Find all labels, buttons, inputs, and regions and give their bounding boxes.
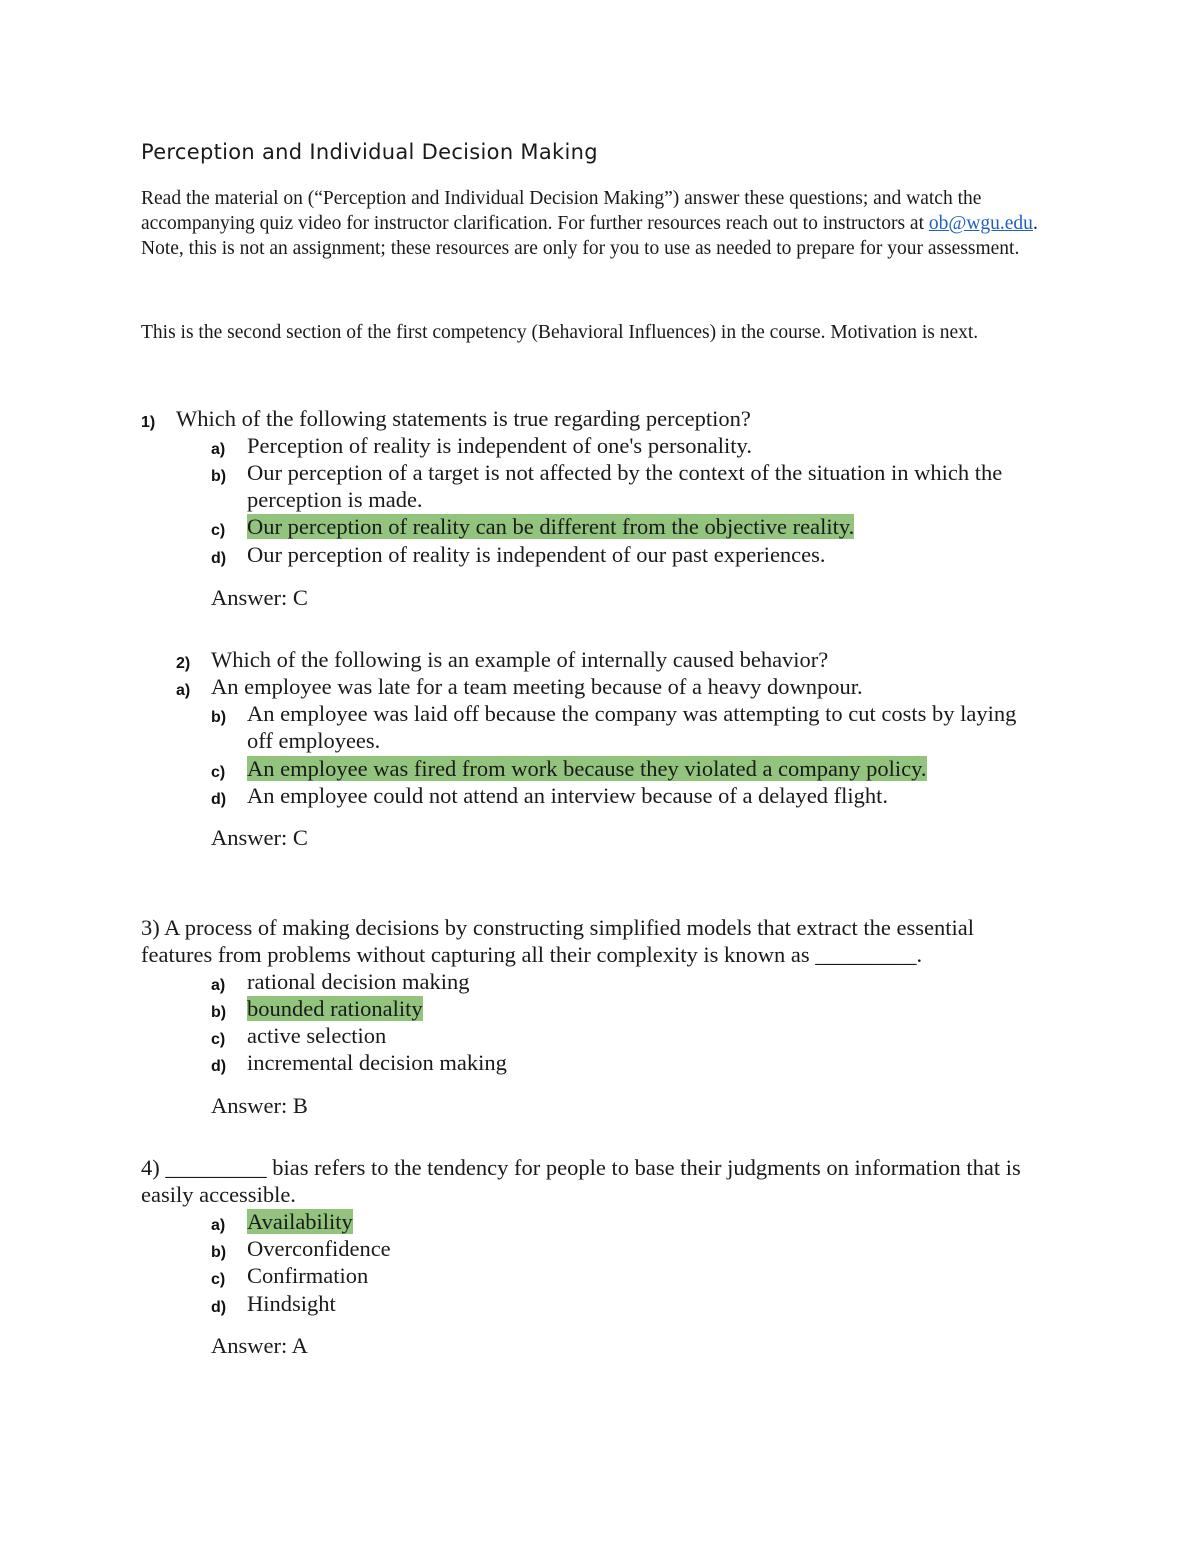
- q1-option-b-line1: Our perception of a target is not affected by the context of the situation in which the: [247, 460, 1003, 485]
- page-title: Perception and Individual Decision Making: [141, 140, 598, 164]
- q1-answer: Answer: C: [211, 585, 308, 610]
- question-1-number: 1): [141, 414, 156, 431]
- q4-answer: Answer: A: [211, 1333, 308, 1358]
- q1-option-d-label: d): [211, 550, 227, 567]
- question-3-line1: 3) A process of making decisions by constructing simplified models that extract the essential: [141, 915, 974, 940]
- q1-option-d: Our perception of reality is independent of our past experiences.: [247, 542, 826, 567]
- q1-option-a: Perception of reality is independent of one's personality.: [247, 433, 752, 458]
- q4-option-c-label: c): [211, 1271, 226, 1288]
- q4-correct-highlight: Availability: [247, 1209, 353, 1234]
- q4-option-d: Hindsight: [247, 1291, 336, 1316]
- q1-option-c: [247, 513, 854, 540]
- q2-option-b-line1: An employee was laid off because the company was attempting to cut costs by laying: [247, 701, 1017, 726]
- q2-option-d-label: d): [211, 791, 227, 808]
- q4-option-b: Overconfidence: [247, 1236, 391, 1261]
- q1-correct-highlight: Our perception of reality can be different from the objective reality.: [247, 514, 855, 539]
- question-3-line2: features from problems without capturing all their complexity is known as _________.: [141, 942, 923, 967]
- question-4-line1: 4) _________ bias refers to the tendency for people to base their judgments on information that is: [141, 1155, 1021, 1180]
- q2-option-d: An employee could not attend an interview because of a delayed flight.: [247, 783, 889, 808]
- intro-text: Read the material on (“Perception and Individual Decision Making”) answer these questions; and watch the accompanying quiz video for instructor clarification. For further resources reach out to instructors at: [141, 188, 982, 234]
- q2-option-b-label: b): [211, 709, 227, 726]
- section-note: This is the second section of the first competency (Behavioral Influences) in the course. Motivation is next.: [141, 322, 979, 343]
- intro-text-continued: . Note, this is not an assignment; these resources are only for you to use as needed to prepare for your assessment.: [141, 213, 1038, 259]
- email-link[interactable]: ob@wgu.edu: [928, 213, 1033, 234]
- q2-option-c: [247, 755, 927, 782]
- q2-option-a: An employee was late for a team meeting because of a heavy downpour.: [211, 674, 863, 699]
- q1-option-c-label: c): [211, 522, 226, 539]
- question-2-text: Which of the following is an example of internally caused behavior?: [211, 647, 829, 672]
- q3-option-d: incremental decision making: [247, 1050, 507, 1075]
- q1-option-b-line2: perception is made.: [247, 487, 423, 512]
- q1-option-b-label: b): [211, 468, 227, 485]
- q2-option-c-label: c): [211, 764, 226, 781]
- q3-option-d-label: d): [211, 1058, 227, 1075]
- question-4-line2: easily accessible.: [141, 1182, 296, 1207]
- q3-option-a: rational decision making: [247, 969, 470, 994]
- q3-option-b-label: b): [211, 1004, 227, 1021]
- question-1-text: Which of the following statements is true regarding perception?: [176, 406, 751, 431]
- intro-paragraph: [141, 186, 1071, 261]
- q3-answer: Answer: B: [211, 1093, 308, 1118]
- q3-option-c: active selection: [247, 1023, 387, 1048]
- q3-option-a-label: a): [211, 977, 226, 994]
- q4-option-b-label: b): [211, 1244, 227, 1261]
- question-2-number: 2): [176, 655, 191, 672]
- q3-option-b: [247, 995, 423, 1022]
- q2-answer: Answer: C: [211, 825, 308, 850]
- q2-option-b-line2: off employees.: [247, 728, 381, 753]
- q4-option-a-label: a): [211, 1217, 226, 1234]
- q2-correct-highlight: An employee was fired from work because they violated a company policy.: [247, 756, 927, 781]
- q4-option-d-label: d): [211, 1299, 227, 1316]
- q3-option-c-label: c): [211, 1031, 226, 1048]
- q1-option-a-label: a): [211, 441, 226, 458]
- q4-option-c: Confirmation: [247, 1263, 369, 1288]
- q4-option-a: [247, 1208, 353, 1235]
- q2-option-a-label: a): [176, 682, 191, 699]
- q3-correct-highlight: bounded rationality: [247, 996, 423, 1021]
